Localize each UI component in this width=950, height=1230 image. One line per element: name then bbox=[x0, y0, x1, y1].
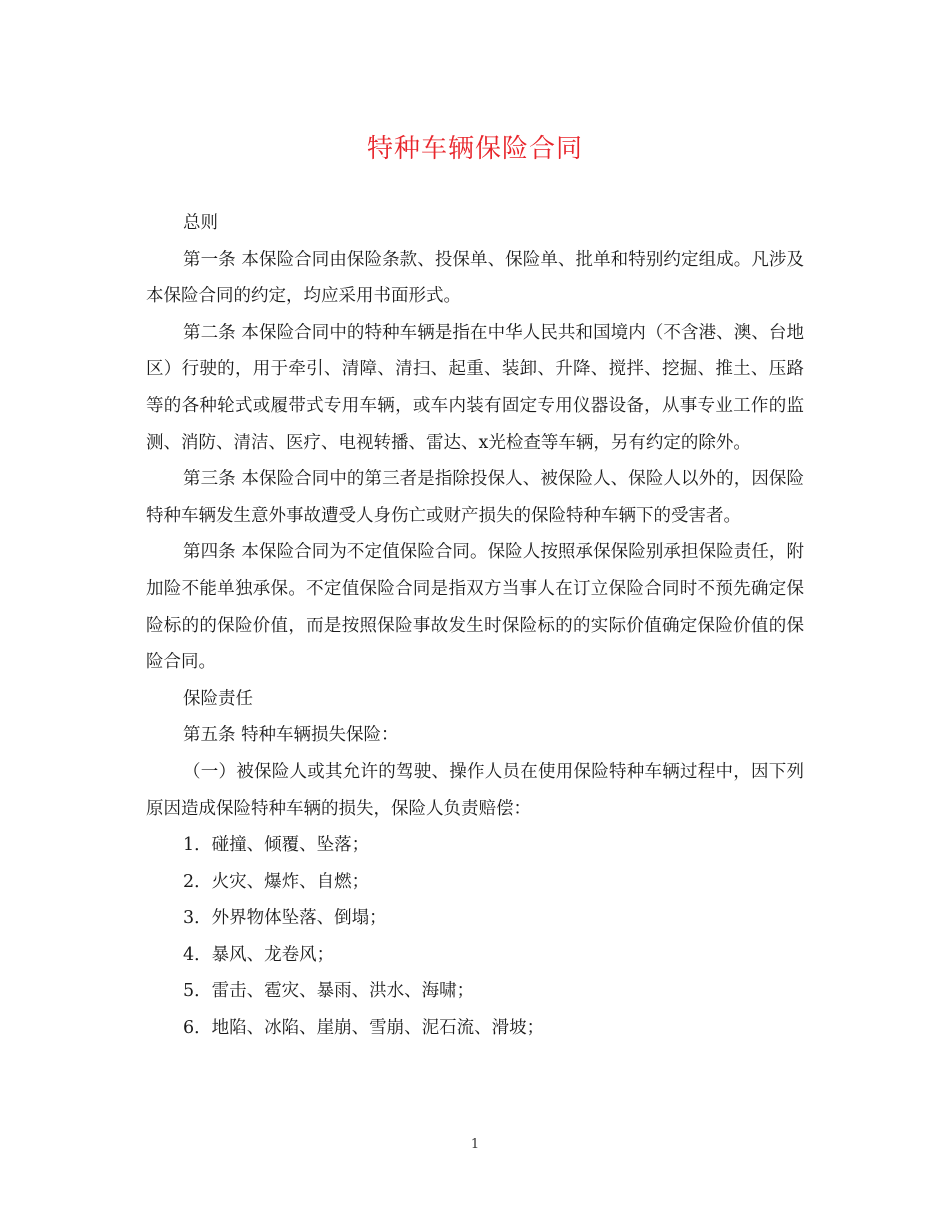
list-item: 3．外界物体坠落、倒塌； bbox=[183, 908, 387, 929]
article-1: 第一条 本保险合同由保险条款、投保单、保险单、批单和特别约定组成。凡涉及本保险合同的约定，均应采用书面形式。 bbox=[146, 249, 804, 307]
document-body bbox=[146, 205, 804, 1047]
list-item: 2．火灾、爆炸、自燃； bbox=[183, 871, 370, 892]
clause-1: （一）被保险人或其允许的驾驶、操作人员在使用保险特种车辆过程中，因下列原因造成保险特种车辆的损失，保险人负责赔偿： bbox=[146, 761, 804, 819]
article-4: 第四条 本保险合同为不定值保险合同。保险人按照承保保险别承担保险责任，附加险不能单独承保。不定值保险合同是指双方当事人在订立保险合同时不预先确定保险标的的保险价值，而是按照保险事故发生时保险标的的实际价值确定保险价值的保险合同。 bbox=[146, 542, 804, 673]
section-heading-liability: 保险责任 bbox=[183, 688, 253, 709]
page-number: 1 bbox=[470, 1137, 480, 1152]
document-title: 特种车辆保险合同 bbox=[366, 134, 583, 164]
list-item: 4．暴风、龙卷风； bbox=[183, 944, 335, 965]
article-3: 第三条 本保险合同中的第三者是指除投保人、被保险人、保险人以外的，因保险特种车辆发生意外事故遭受人身伤亡或财产损失的保险特种车辆下的受害者。 bbox=[146, 469, 804, 526]
list-item: 1．碰撞、倾覆、坠落； bbox=[183, 835, 370, 856]
list-item: 6．地陷、冰陷、崖崩、雪崩、泥石流、滑坡； bbox=[183, 1018, 545, 1039]
article-5: 第五条 特种车辆损失保险： bbox=[183, 725, 399, 746]
article-2: 第二条 本保险合同中的特种车辆是指在中华人民共和国境内（不含港、澳、台地区）行驶的，用于牵引、清障、清扫、起重、装卸、升降、搅拌、挖掘、推土、压路等的各种轮式或履带式专用车辆，或车内装有固定专用仪器设备，从事专业工作的监测、消防、清洁、医疗、电视转播、雷达、x光检查等车辆，另有约定的除外。 bbox=[146, 322, 804, 453]
list-item: 5．雷击、雹灾、暴雨、洪水、海啸； bbox=[183, 981, 475, 1002]
section-heading-general: 总则 bbox=[183, 213, 218, 233]
